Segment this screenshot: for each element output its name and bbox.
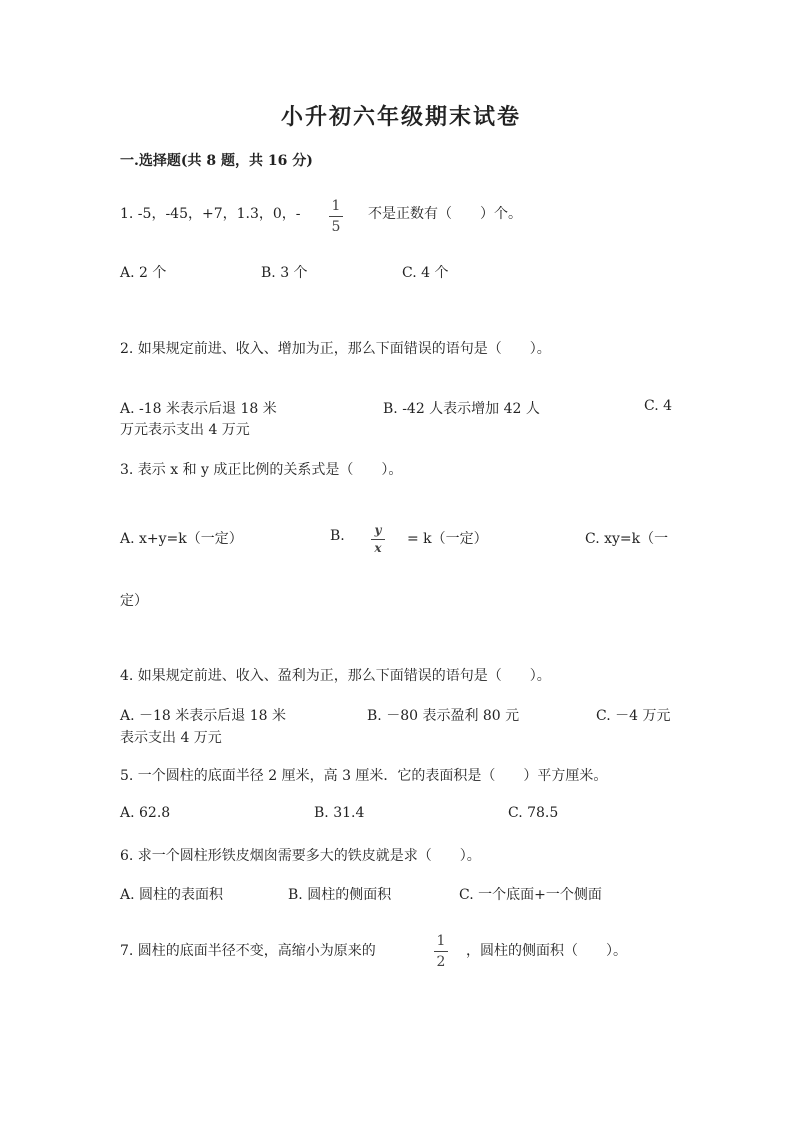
question-1-stem-end: 不是正数有（ ）个。	[368, 206, 522, 222]
question-3-option-b-label: B.	[330, 528, 345, 544]
question-5-option-c: C. 78.5	[508, 805, 559, 821]
question-4-option-c: C. －4 万元	[596, 708, 671, 724]
question-2-stem: 2. 如果规定前进、收入、增加为正，那么下面错误的语句是（ ）。	[120, 341, 551, 357]
question-1-option-c: C. 4 个	[402, 265, 449, 281]
question-6-option-b: B. 圆柱的侧面积	[288, 887, 392, 903]
question-2-option-b: B. -42 人表示增加 42 人	[383, 401, 540, 417]
question-5-option-b: B. 31.4	[314, 805, 365, 821]
fraction-numerator: y	[374, 523, 382, 537]
question-5-option-a: A. 62.8	[120, 805, 171, 821]
fraction-numerator: 1	[436, 933, 446, 949]
question-4-stem: 4. 如果规定前进、收入、盈利为正，那么下面错误的语句是（ ）。	[120, 668, 551, 684]
question-4-option-b: B. －80 表示盈利 80 元	[367, 708, 520, 724]
fraction-one-half	[432, 933, 450, 970]
question-3-option-a: A. x+y=k（一定）	[120, 531, 243, 547]
question-3-option-c-continued: 定）	[120, 593, 148, 609]
page-title: 小升初六年级期末试卷	[281, 104, 522, 130]
fraction-denominator: 5	[331, 219, 341, 235]
question-6-option-a: A. 圆柱的表面积	[120, 887, 224, 903]
question-7-stem-end: ，圆柱的侧面积（ ）。	[466, 943, 627, 959]
fraction-bar	[371, 539, 385, 540]
question-1-option-a: A. 2 个	[120, 265, 167, 281]
question-7-stem-start: 7. 圆柱的底面半径不变，高缩小为原来的	[120, 943, 376, 959]
question-5-stem: 5. 一个圆柱的底面半径 2 厘米，高 3 厘米．它的表面积是（ ）平方厘米。	[120, 768, 608, 784]
fraction-y-over-x	[369, 524, 387, 555]
question-1-option-b: B. 3 个	[261, 265, 308, 281]
question-2-option-c: C. 4	[644, 398, 673, 414]
fraction-denominator: x	[374, 541, 382, 555]
fraction-numerator: 1	[331, 198, 341, 214]
question-2-option-c-continued: 万元表示支出 4 万元	[120, 422, 250, 438]
question-6-option-c: C. 一个底面+一个侧面	[459, 887, 602, 903]
question-3-option-c: C. xy=k（一	[585, 531, 669, 547]
question-4-option-a: A. －18 米表示后退 18 米	[120, 708, 286, 724]
question-1-stem-start: 1. -5，-45，+7，1.3，0，-	[120, 206, 301, 222]
question-3-stem: 3. 表示 x 和 y 成正比例的关系式是（ ）。	[120, 462, 403, 478]
fraction-bar	[329, 216, 343, 217]
question-6-stem: 6. 求一个圆柱形铁皮烟囱需要多大的铁皮就是求（ ）。	[120, 848, 481, 864]
question-2-option-a: A. -18 米表示后退 18 米	[120, 401, 277, 417]
fraction-denominator: 2	[436, 954, 446, 970]
fraction-one-fifth	[327, 198, 345, 235]
fraction-bar	[434, 951, 448, 952]
section-heading: 一.选择题(共 8 题，共 16 分)	[120, 153, 313, 169]
question-4-option-c-continued: 表示支出 4 万元	[120, 730, 222, 746]
question-3-option-b-rest: = k（一定）	[407, 531, 488, 547]
